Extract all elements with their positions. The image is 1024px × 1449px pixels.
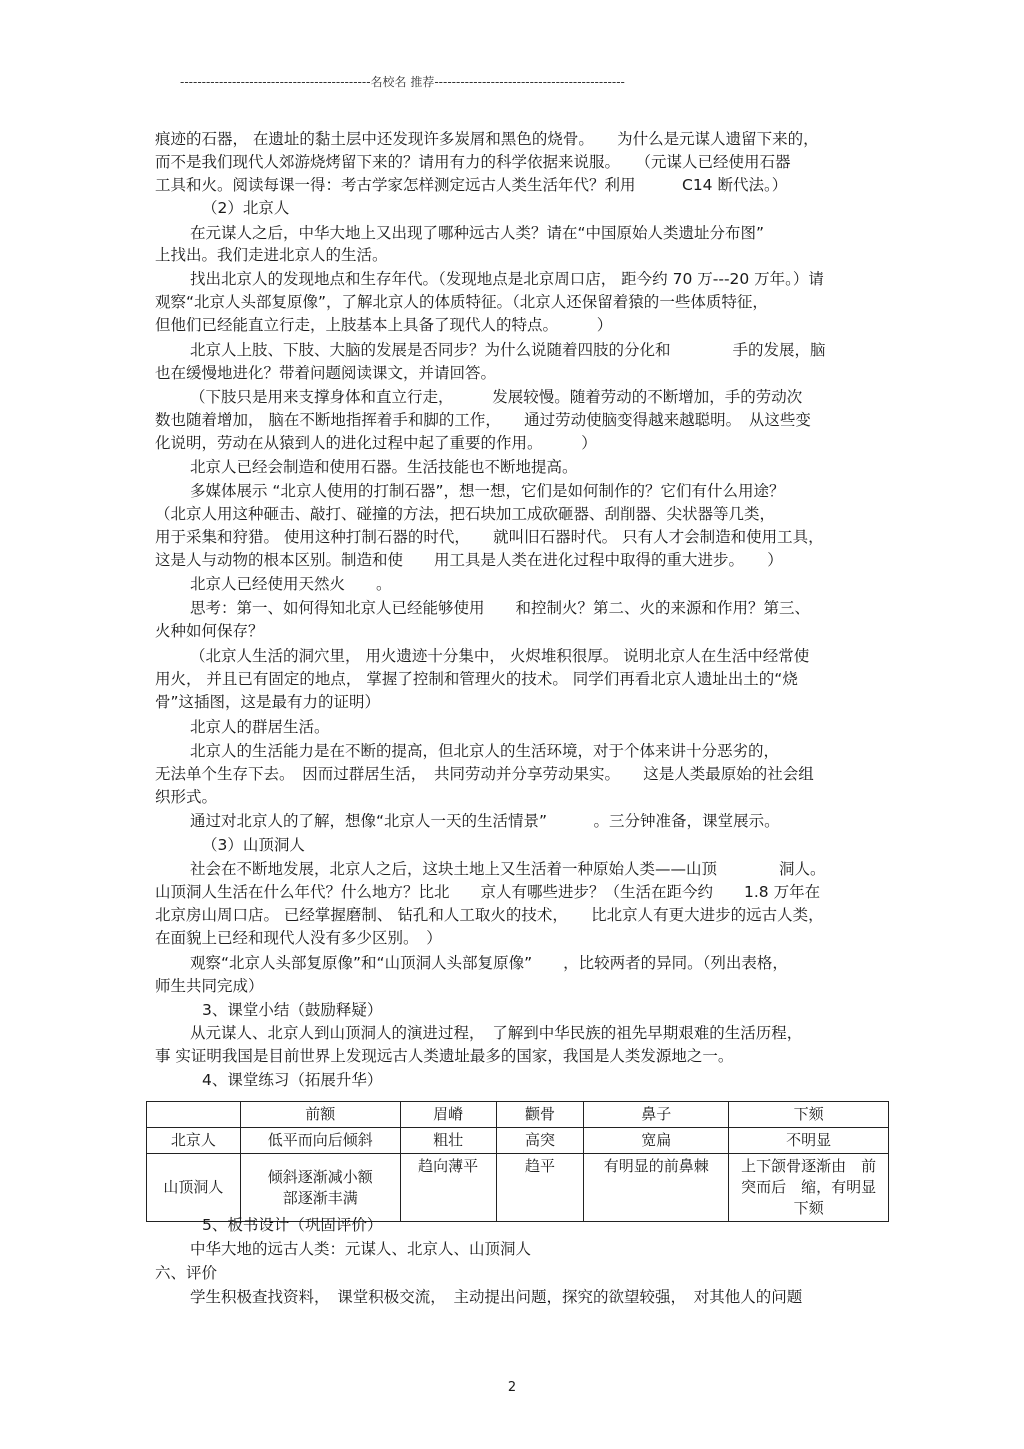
text-line: （下肢只是用来支撑身体和直立行走， 发展较慢。随着劳动的不断增加，手的劳动次 [190, 388, 803, 406]
text-line: 上找出。我们走进北京人的生活。 [155, 246, 388, 264]
text-line: 山顶洞人生活在什么年代？什么地方？比北 京人有哪些进步？（生活在距今约 1.8 万年在 [155, 883, 821, 901]
table-header-cell: 前额 [240, 1102, 400, 1128]
text-line: 无法单个生存下去。 因而过群居生活， 共同劳动并分享劳动果实。 这是人类最原始的社会组 [155, 765, 814, 783]
text-line: 用火， 并且已有固定的地点， 掌握了控制和管理火的技术。 同学们再看北京人遗址出土的“烧 [155, 670, 798, 688]
text-line: 社会在不断地发展，北京人之后，这块土地上又生活着一种原始人类——山顶 洞人。 [190, 860, 826, 878]
text-line: 中华大地的远古人类：元谋人、北京人、山顶洞人 [190, 1240, 532, 1258]
comparison-table [146, 1101, 889, 1222]
text-line: 也在缓慢地进化？带着问题阅读课文，并请回答。 [155, 364, 497, 382]
table-header-cell: 鼻子 [584, 1102, 729, 1128]
section-heading: （2）北京人 [202, 199, 290, 217]
text-line: 北京房山周口店。 已经掌握磨制、 钻孔和人工取火的技术， 比北京人有更大进步的远古人类， [155, 906, 824, 924]
table-cell: 宽扁 [584, 1128, 729, 1154]
page-header: --------------------------------------------名校名 推荐-------------------------------------------- [180, 75, 625, 89]
text-line: 用于采集和狩猎。 使用这种打制石器的时代， 就叫旧石器时代。 只有人才会制造和使用工具， [155, 528, 824, 546]
table-header-row [147, 1102, 889, 1128]
table-cell: 粗壮 [400, 1128, 496, 1154]
section-heading: 六、评价 [155, 1264, 218, 1282]
table-cell: 北京人 [147, 1128, 241, 1154]
table-header-cell: 眉嵴 [400, 1102, 496, 1128]
table-cell: 有明显的前鼻棘 [584, 1154, 729, 1222]
text-line: 痕迹的石器， 在遗址的黏土层中还发现许多炭屑和黑色的烧骨。 为什么是元谋人遗留下来的， [155, 130, 819, 148]
text-line: （北京人生活的洞穴里， 用火遗迹十分集中， 火烬堆积很厚。 说明北京人在生活中经常使 [190, 647, 810, 665]
text-line: 北京人的生活能力是在不断的提高，但北京人的生活环境，对于个体来讲十分恶劣的， [190, 742, 780, 760]
text-line: 观察“北京人头部复原像”和“山顶洞人头部复原像” ，比较两者的异同。（列出表格， [190, 954, 788, 972]
text-line: 化说明，劳动在从猿到人的进化过程中起了重要的作用。 ） [155, 434, 597, 452]
table-cell: 低平而向后倾斜 [240, 1128, 400, 1154]
text-line: 从元谋人、北京人到山顶洞人的演进过程， 了解到中华民族的祖先早期艰难的生活历程， [190, 1024, 803, 1042]
text-line: 找出北京人的发现地点和生存年代。（发现地点是北京周口店， 距今约 70 万---20 万年。）请 [190, 270, 824, 288]
text-line: （北京人用这种砸击、敲打、碰撞的方法，把石块加工成砍砸器、刮削器、尖状器等几类， [155, 505, 776, 523]
table-header-cell [147, 1102, 241, 1128]
section-heading: 5、板书设计（巩固评价） [202, 1216, 383, 1234]
section-heading: （3）山顶洞人 [202, 836, 305, 854]
text-line: 骨”这插图，这是最有力的证明） [155, 693, 381, 711]
text-line: 火种如何保存？ [155, 622, 264, 640]
table-row [147, 1154, 889, 1222]
text-line: 在面貌上已经和现代人没有多少区别。 ） [155, 929, 442, 947]
table-cell: 趋向薄平 [400, 1154, 496, 1222]
text-line: 事 实证明我国是目前世界上发现远古人类遗址最多的国家，我国是人类发源地之一。 [155, 1047, 734, 1065]
text-line: 数也随着增加， 脑在不断地指挥着手和脚的工作， 通过劳动使脑变得越来越聪明。 从这些变 [155, 411, 811, 429]
table-cell: 不明显 [729, 1128, 889, 1154]
text-line: 通过对北京人的了解，想像“北京人一天的生活情景” 。三分钟准备，课堂展示。 [190, 812, 780, 830]
table-cell: 倾斜逐渐减小额部逐渐丰满 [240, 1154, 400, 1222]
table-row [147, 1128, 889, 1154]
text-line: 师生共同完成） [155, 977, 264, 995]
text-line: 在元谋人之后，中华大地上又出现了哪种远古人类？请在“中国原始人类遗址分布图” [190, 224, 765, 242]
text-line: 多媒体展示 “北京人使用的打制石器”，想一想，它们是如何制作的？它们有什么用途？ [190, 482, 785, 500]
table-header-cell: 下颏 [729, 1102, 889, 1128]
text-line: 思考：第一、如何得知北京人已经能够使用 和控制火？第二、火的来源和作用？第三、 [190, 599, 811, 617]
text-line: 北京人的群居生活。 [190, 718, 330, 736]
text-line: 学生积极查找资料， 课堂积极交流， 主动提出问题，探究的欲望较强， 对其他人的问题 [190, 1288, 803, 1306]
table-cell: 上下颌骨逐渐由 前突而后 缩，有明显下颏 [729, 1154, 889, 1222]
section-heading: 3、课堂小结（鼓励释疑） [202, 1001, 383, 1019]
section-heading: 4、课堂练习（拓展升华） [202, 1071, 383, 1089]
text-line: 北京人上肢、下肢、大脑的发展是否同步？为什么说随着四肢的分化和 手的发展，脑 [190, 341, 826, 359]
text-line: 北京人已经使用天然火 。 [190, 575, 392, 593]
text-line: 观察“北京人头部复原像”，了解北京人的体质特征。（北京人还保留着猿的一些体质特征， [155, 293, 768, 311]
table-cell: 趋平 [496, 1154, 584, 1222]
text-line: 工具和火。阅读每课一得：考古学家怎样测定远古人类生活年代？利用 C14 断代法。） [155, 176, 788, 194]
table-cell: 山顶洞人 [147, 1154, 241, 1222]
text-line: 而不是我们现代人郊游烧烤留下来的？请用有力的科学依据来说服。 （元谋人已经使用石器 [155, 153, 791, 171]
table-cell: 高突 [496, 1128, 584, 1154]
table-header-cell: 颧骨 [496, 1102, 584, 1128]
text-line: 这是人与动物的根本区别。制造和使 用工具是人类在进化过程中取得的重大进步。 ） [155, 551, 783, 569]
text-line: 织形式。 [155, 788, 218, 806]
text-line: 北京人已经会制造和使用石器。生活技能也不断地提高。 [190, 458, 578, 476]
page-number: 2 [507, 1380, 517, 1395]
text-line: 但他们已经能直立行走，上肢基本上具备了现代人的特点。 ） [155, 316, 613, 334]
